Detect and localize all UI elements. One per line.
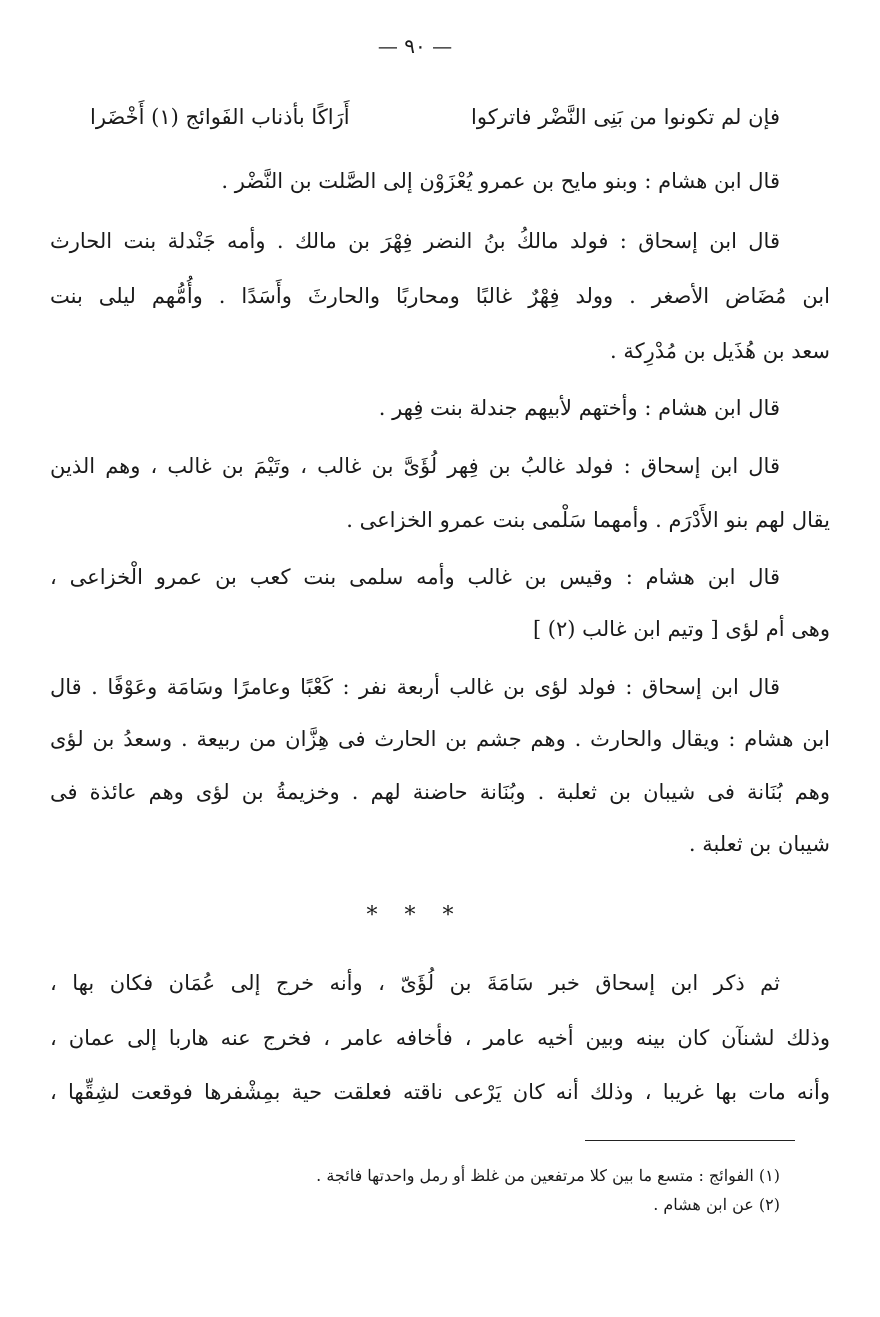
- paragraph-line: وأنه مات بها غريبا ، وذلك أنه كان يَرْعى ناقته فعلقت حية بمِشْفرها فوقعت لشِقِّها ،: [50, 1080, 830, 1104]
- paragraph-line: قال ابن هشام : وأختهم لأبيهم جندلة بنت فِهر .: [378, 396, 780, 420]
- poetry-verse: [90, 102, 780, 132]
- paragraph-line: قال ابن هشام : وبنو مايح بن عمرو يُعْزَوْن إلى الصَّلت بن النَّضْر .: [221, 169, 780, 193]
- paragraph-line: ابن مُضَاض الأصغر . وولد فِهْرٌ غالبًا ومحاربًا والحارثَ وأَسَدًا . وأُمُّهم ليلى بنت: [50, 284, 830, 308]
- verse-second-hemistich: أَرَاكًا بأذناب الفَوائج (١) أَخْضَرا: [90, 105, 350, 129]
- paragraph-line: شيبان بن ثعلبة .: [688, 832, 830, 856]
- footnote: (٢) عن ابن هشام .: [653, 1195, 780, 1214]
- paragraph-line: يقال لهم بنو الأَدْرَم . وأمهما سَلْمى بنت عمرو الخزاعى .: [346, 508, 830, 532]
- paragraph-line: سعد بن هُذَيل بن مُدْرِكة .: [610, 339, 830, 363]
- footnote-divider: [585, 1140, 795, 1141]
- paragraph-line: وهى أم لؤى [ وتيم ابن غالب (٢) ]: [532, 617, 830, 641]
- paragraph-line: قال ابن إسحاق : فولد مالكُ بنُ النضر فِهْرَ بن مالك . وأمه جَنْدلة بنت الحارث: [50, 229, 780, 253]
- verse-first-hemistich: فإن لم تكونوا من بَنِى النَّضْر فاتركوا: [471, 105, 780, 129]
- paragraph-line: وذلك لشنآن كان بينه وبين أخيه عامر ، فأخافه عامر ، فخرج عنه هاربا إلى عمان ،: [50, 1026, 830, 1050]
- page-number: — ٩٠ —: [377, 34, 453, 58]
- paragraph-line: قال ابن إسحاق : فولد غالبُ بن فِهر لُؤَىَّ بن غالب ، وتَيْمَ بن غالب ، وهم الذين: [50, 454, 780, 478]
- paragraph-line: ثم ذكر ابن إسحاق خبر سَامَةَ بن لُؤَىّ ، وأنه خرج إلى عُمَان فكان بها ،: [50, 971, 780, 995]
- section-separator: * * *: [366, 903, 464, 928]
- paragraph-line: ابن هشام : ويقال والحارث . وهم جشم بن الحارث فى هِزَّان من ربيعة . وسعدُ بن لؤى: [50, 727, 830, 751]
- paragraph-line: وهم بُنَانة فى شيبان بن ثعلبة . وبُنَانة حاضنة لهم . وخزيمةُ بن لؤى وهم عائذة فى: [50, 780, 830, 804]
- paragraph-line: قال ابن هشام : وقيس بن غالب وأمه سلمى بنت كعب بن عمرو الْخزاعى ،: [50, 565, 780, 589]
- paragraph-line: قال ابن إسحاق : فولد لؤى بن غالب أربعة نفر : كَعْبًا وعامرًا وسَامَة وعَوْفًا . قال: [50, 675, 780, 699]
- footnote: (١) الفوائج : متسع ما بين كلا مرتفعين من غلظ أو رمل واحدتها فائجة .: [316, 1166, 780, 1185]
